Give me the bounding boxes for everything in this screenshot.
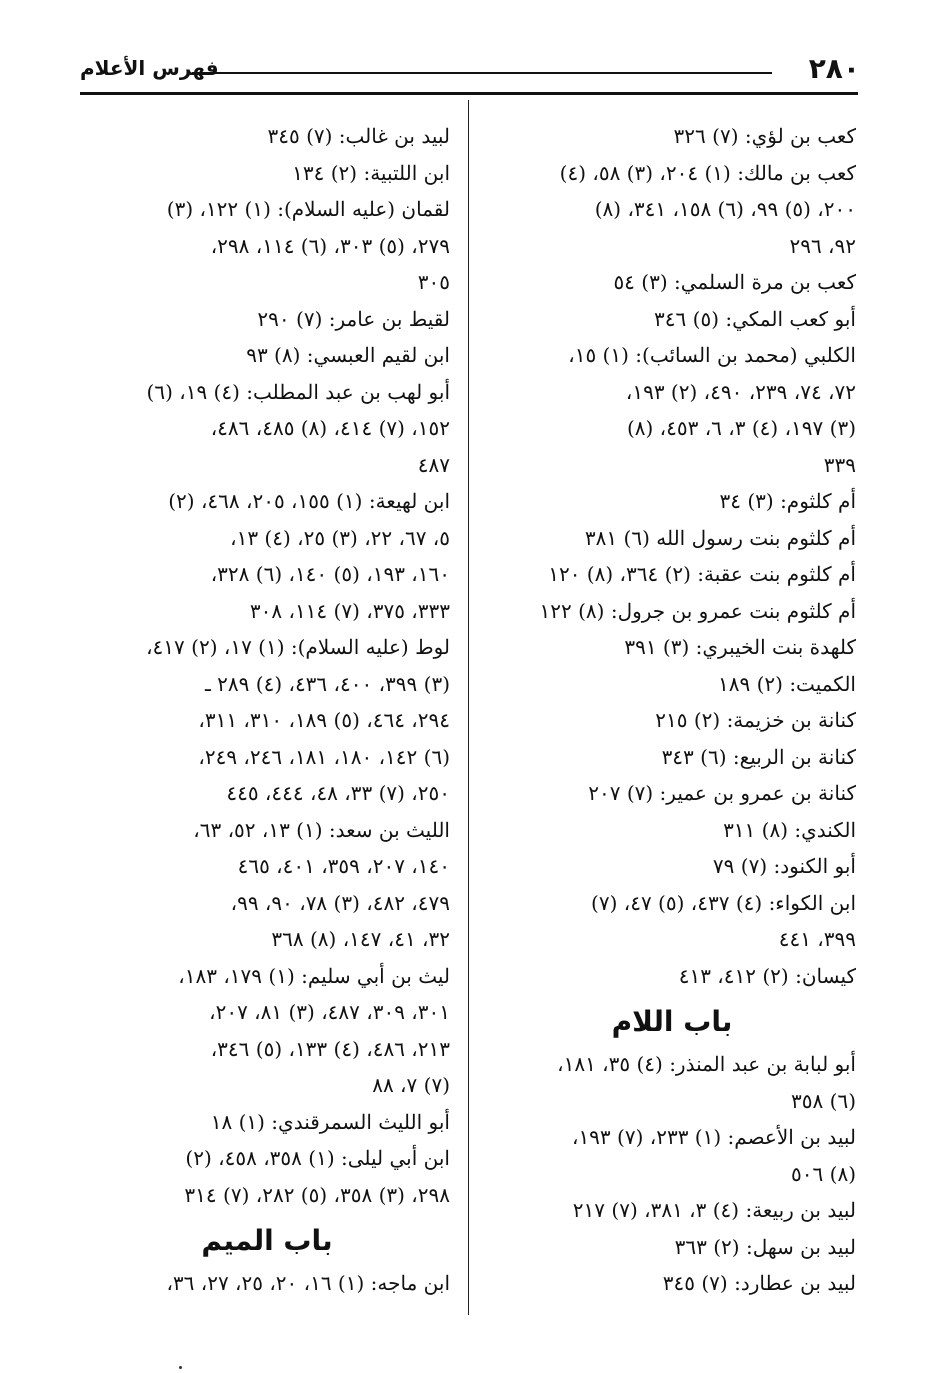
index-line: (٦) ١٤٢، ١٨٠، ١٨١، ٢٤٦، ٢٤٩، (198, 744, 450, 769)
print-speck (179, 1366, 182, 1369)
index-line: (٦) ٣٥٨ (791, 1088, 856, 1113)
index-line: ٣٣٣، ٣٧٥، (٧) ١١٤، ٣٠٨ (249, 598, 450, 623)
index-line: ابن اللتبية: (٢) ١٣٤ (292, 160, 450, 185)
index-line: ٣٠١، ٣٠٩، ٤٨٧، (٣) ٨١، ٢٠٧، (209, 1000, 450, 1024)
index-line: لقمان (عليه السلام): (١) ١٢٢، (٣) (166, 197, 450, 221)
left-column-entries (84, 118, 450, 1213)
index-line: لبيد بن غالب: (٧) ٣٤٥ (267, 124, 450, 148)
index-line: ٤٧٩، ٤٨٢، (٣) ٧٨، ٩٠، ٩٩، (230, 890, 450, 915)
index-line: الليث بن سعد: (١) ١٣، ٥٢، ٦٣، (193, 817, 450, 842)
index-line: كعب بن مالك: (١) ٢٠٤، (٣) ٥٨، (٤) (559, 160, 856, 185)
index-line: ٧٢، ٧٤، ٢٣٩، ٤٩٠، (٢) ١٩٣، (625, 379, 856, 404)
index-line: ليث بن أبي سليم: (١) ١٧٩، ١٨٣، (178, 963, 450, 988)
index-line: ٢٥٠، (٧) ٣٣، ٤٨، ٤٤٤، ٤٤٥ (226, 781, 450, 805)
index-line: ٢١٣، ٤٨٦، (٤) ١٣٣، (٥) ٣٤٦، (210, 1036, 450, 1061)
index-line: كنانة بن خزيمة: (٢) ٢١٥ (655, 708, 856, 732)
index-line: لبيد بن سهل: (٢) ٣٦٣ (674, 1234, 856, 1259)
index-line: أم كلثوم بنت عمرو بن جرول: (٨) ١٢٢ (539, 598, 856, 623)
right-column (488, 118, 856, 1302)
index-line: ابن لقيم العبسي: (٨) ٩٣ (246, 343, 450, 367)
right-column-entries-after (488, 1046, 856, 1302)
index-line: كيسان: (٢) ٤١٢، ٤١٣ (678, 963, 856, 988)
index-line: كلهدة بنت الخيبري: (٣) ٣٩١ (624, 635, 856, 659)
index-line: كعب بن لؤي: (٧) ٣٢٦ (673, 124, 856, 148)
index-line: (٣) ١٩٧، (٤) ٣، ٦، ٤٥٣، (٨) (626, 416, 856, 440)
running-title: فهرس الأعلام (80, 56, 219, 80)
index-line: أم كلثوم بنت رسول الله (٦) ٣٨١ (584, 525, 856, 550)
index-line: ٢٠٠، (٥) ٩٩، (٦) ١٥٨، ٣٤١، (٨) (594, 197, 856, 221)
column-divider (468, 100, 469, 1315)
index-line: أبو لبابة بن عبد المنذر: (٤) ٣٥، ١٨١، (557, 1052, 856, 1076)
index-line: أبو الليث السمرقندي: (١) ١٨ (210, 1109, 450, 1134)
index-line: لبيد بن ربيعة: (٤) ٣، ٣٨١، (٧) ٢١٧ (572, 1198, 856, 1222)
index-line: أم كلثوم بنت عقبة: (٢) ٣٦٤، (٨) ١٢٠ (548, 562, 856, 586)
left-column (84, 118, 450, 1302)
index-line: ٢٧٩، (٥) ٣٠٣، (٦) ١١٤، ٢٩٨، (210, 233, 450, 258)
index-line: الكلبي (محمد بن السائب): (١) ١٥، (568, 343, 856, 367)
index-line: لبيد بن الأعصم: (١) ٢٣٣، (٧) ١٩٣، (571, 1125, 856, 1149)
index-line: ٣٣٩ (823, 452, 856, 477)
index-line: ابن الكواء: (٤) ٤٣٧، (٥) ٤٧، (٧) (591, 890, 856, 915)
index-line: (٧) ٧، ٨٨ (372, 1073, 450, 1097)
index-line: ٢٩٨، (٣) ٣٥٨، (٥) ٢٨٢، (٧) ٣١٤ (184, 1182, 450, 1207)
index-line: ١٤٠، ٢٠٧، ٣٥٩، ٤٠١، ٤٦٥ (237, 854, 450, 878)
index-line: لبيد بن عطارد: (٧) ٣٤٥ (662, 1271, 856, 1295)
index-line: ١٥٢، (٧) ٤١٤، (٨) ٤٨٥، ٤٨٦، (210, 416, 450, 440)
section-heading-lam: باب اللام (611, 1005, 733, 1038)
page-header (80, 50, 860, 90)
section-heading-mim: باب الميم (201, 1224, 333, 1257)
header-dash-line (192, 72, 772, 74)
index-line: ٥، ٦٧، ٢٢، (٣) ٢٥، (٤) ١٣، (230, 525, 450, 550)
index-line: ٢٩٤، ٤٦٤، (٥) ١٨٩، ٣١٠، ٣١١، (198, 708, 450, 732)
index-line: (٣) ٣٩٩، ٤٠٠، ٤٣٦، (٤) ٢٨٩ ـ (204, 671, 450, 696)
index-line: ٣٩٩، ٤٤١ (778, 927, 856, 951)
index-line: كنانة بن عمرو بن عمير: (٧) ٢٠٧ (588, 781, 856, 805)
left-column-entries-after (84, 1265, 450, 1302)
index-line: كعب بن مرة السلمي: (٣) ٥٤ (613, 270, 856, 294)
header-rule (80, 92, 858, 95)
page-number: ٢٨٠ (808, 52, 860, 85)
index-line: (٨) ٥٠٦ (791, 1161, 856, 1186)
index-line: ٣٢، ٤١، ١٤٧، (٨) ٣٦٨ (271, 927, 450, 951)
index-line: لوط (عليه السلام): (١) ١٧، (٢) ٤١٧، (146, 635, 450, 659)
index-line: كنانة بن الربيع: (٦) ٣٤٣ (661, 744, 856, 769)
index-line: ابن أبي ليلى: (١) ٣٥٨، ٤٥٨، (٢) (185, 1146, 450, 1170)
index-line: ١٦٠، ١٩٣، (٥) ١٤٠، (٦) ٣٢٨، (210, 562, 450, 586)
index-line: أم كلثوم: (٣) ٣٤ (719, 489, 856, 513)
right-column-entries (488, 118, 856, 994)
index-line: أبو الكنود: (٧) ٧٩ (712, 854, 856, 878)
index-line: ٤٨٧ (417, 452, 450, 477)
index-line: الكندي: (٨) ٣١١ (723, 817, 856, 842)
index-line: أبو لهب بن عبد المطلب: (٤) ١٩، (٦) (146, 379, 450, 404)
index-line: الكميت: (٢) ١٨٩ (718, 671, 856, 696)
index-line: ابن ماجه: (١) ١٦، ٢٠، ٢٥، ٢٧، ٣٦، (166, 1271, 450, 1295)
index-line: ابن لهيعة: (١) ١٥٥، ٢٠٥، ٤٦٨، (٢) (168, 489, 450, 513)
index-line: لقيط بن عامر: (٧) ٢٩٠ (257, 306, 450, 331)
index-line: ٣٠٥ (417, 270, 450, 294)
index-line: أبو كعب المكي: (٥) ٣٤٦ (654, 306, 856, 331)
index-line: ٩٢، ٢٩٦ (789, 233, 856, 258)
